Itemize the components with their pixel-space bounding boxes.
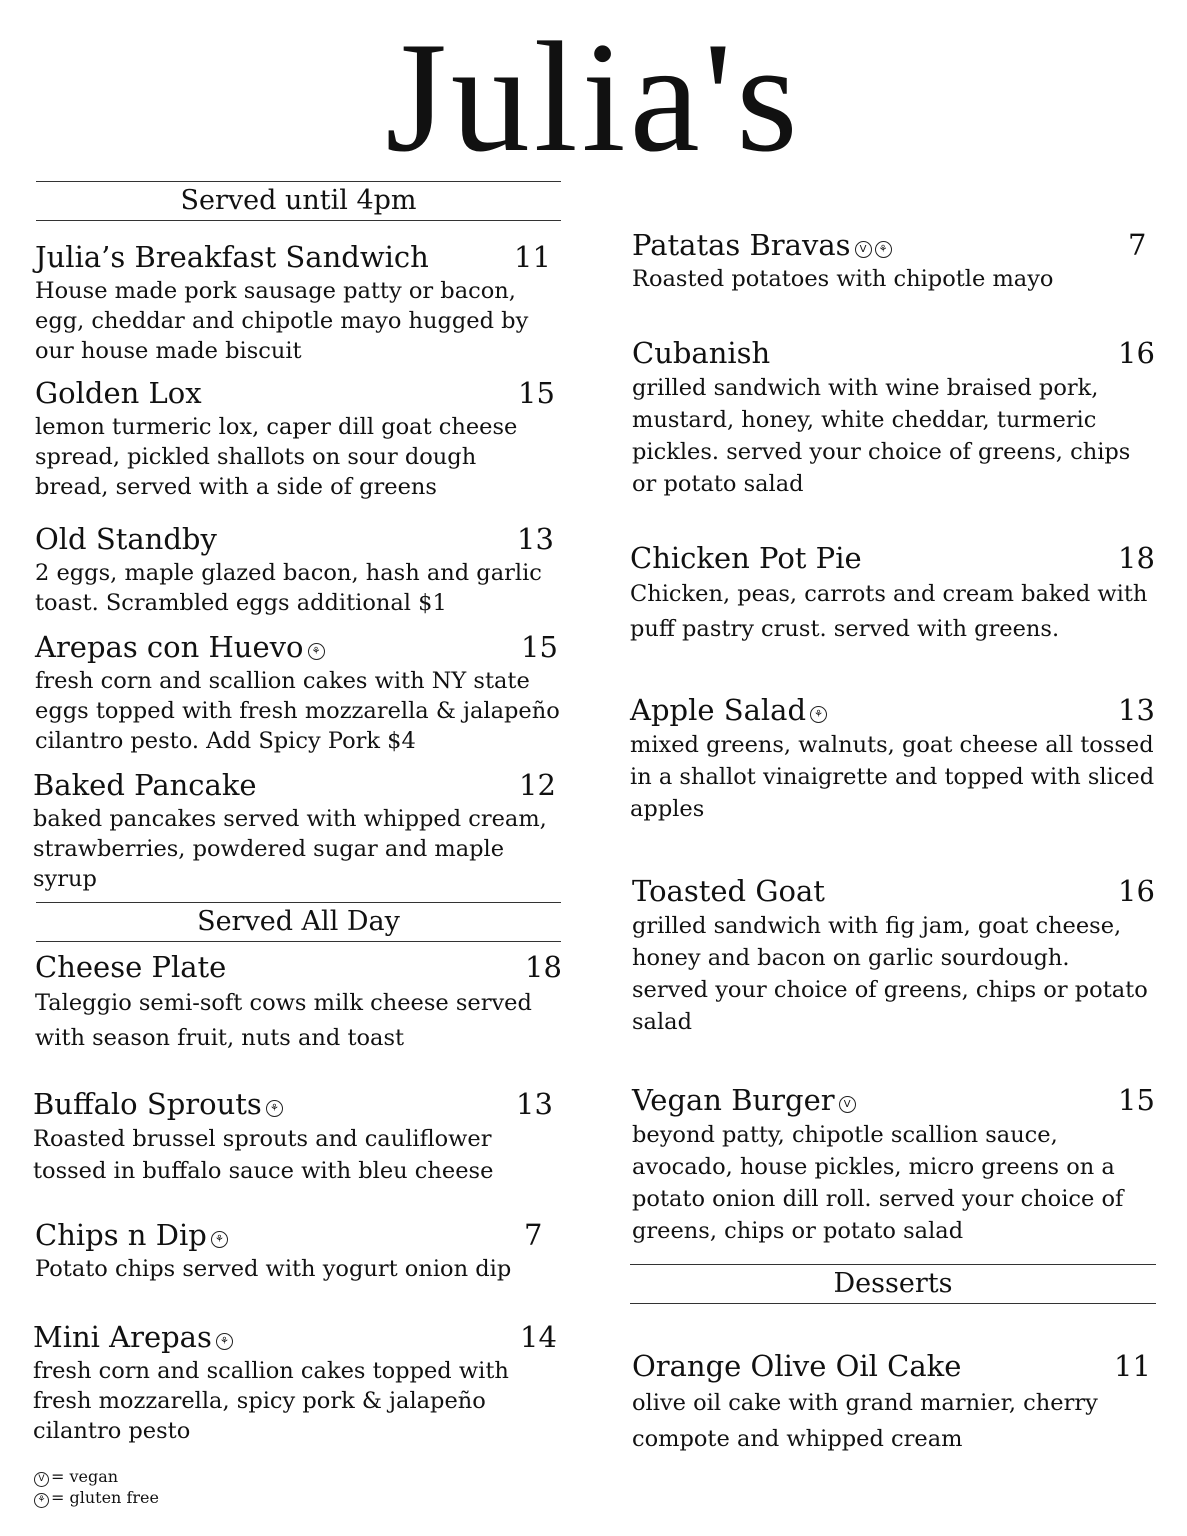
item-description: Potato chips served with yogurt onion dip (35, 1256, 512, 1282)
item-description: Roasted brussel sprouts and cauliflower tossed in buffalo sauce with bleu cheese (33, 1126, 494, 1184)
gluten-free-icon: ⚘ (211, 1231, 228, 1248)
menu-item-arepas-con-huevo (35, 630, 575, 756)
item-name: Chicken Pot Pie (630, 541, 862, 575)
menu-item-golden-lox (35, 376, 555, 502)
item-name: Julia’s Breakfast Sandwich (35, 240, 429, 274)
item-price: 16 (1118, 336, 1155, 370)
item-description: grilled sandwich with fig jam, goat cheese, honey and bacon on garlic sourdough. served your choice of greens, chips or potato salad (632, 913, 1148, 1035)
gluten-free-icon: ⚘ (308, 643, 325, 660)
section-header-desserts: Desserts (630, 1264, 1156, 1304)
restaurant-title: Julia's (385, 10, 802, 185)
item-name: Vegan Burger (632, 1083, 835, 1117)
menu-item-chips-n-dip (35, 1218, 545, 1284)
item-description: House made pork sausage patty or bacon, egg, cheddar and chipotle mayo hugged by our house made biscuit (35, 278, 529, 364)
item-name: Apple Salad (630, 693, 807, 727)
item-price: 11 (1114, 1349, 1151, 1383)
item-price: 16 (1118, 874, 1155, 908)
legend-gluten-free (34, 1487, 159, 1508)
item-description: baked pancakes served with whipped cream, strawberries, powdered sugar and maple syrup (33, 806, 547, 892)
item-name: Cheese Plate (35, 950, 227, 984)
vegan-icon: V (855, 241, 872, 258)
item-price: 15 (1118, 1083, 1155, 1117)
menu-item-patatas-bravas (632, 228, 1152, 294)
item-price: 15 (521, 630, 558, 664)
legend-gluten-free-label: = gluten free (51, 1488, 159, 1507)
item-name: Orange Olive Oil Cake (632, 1349, 962, 1383)
item-name: Buffalo Sprouts (33, 1087, 262, 1121)
item-description: Roasted potatoes with chipotle mayo (632, 266, 1054, 292)
menu-item-apple-salad (630, 693, 1155, 825)
item-name: Toasted Goat (632, 874, 825, 908)
menu-item-buffalo-sprouts (33, 1087, 553, 1187)
menu-item-chicken-pot-pie (630, 541, 1160, 647)
item-name: Arepas con Huevo (35, 630, 304, 664)
item-price: 7 (1128, 228, 1147, 262)
item-price: 18 (1118, 541, 1155, 575)
vegan-icon: V (34, 1472, 49, 1487)
gluten-free-icon: ⚘ (875, 241, 892, 258)
item-description: olive oil cake with grand marnier, cherry compote and whipped cream (632, 1390, 1098, 1452)
item-price: 18 (525, 950, 562, 984)
item-description: grilled sandwich with wine braised pork, mustard, honey, white cheddar, turmeric pickles. served your choice of greens, chips or potato salad (632, 375, 1131, 497)
item-name: Baked Pancake (33, 768, 257, 802)
item-description: 2 eggs, maple glazed bacon, hash and garlic toast. Scrambled eggs additional $1 (35, 560, 542, 616)
gluten-free-icon: ⚘ (810, 706, 827, 723)
item-price: 13 (516, 1087, 553, 1121)
section-header-all-day: Served All Day (36, 902, 561, 942)
menu-item-orange-olive-oil-cake (632, 1349, 1152, 1457)
item-price: 15 (518, 376, 555, 410)
item-name: Chips n Dip (35, 1218, 207, 1252)
item-description: lemon turmeric lox, caper dill goat cheese spread, pickled shallots on sour dough bread, served with a side of greens (35, 414, 518, 500)
menu-item-toasted-goat (632, 874, 1155, 1038)
gluten-free-icon: ⚘ (34, 1493, 49, 1508)
item-name: Old Standby (35, 522, 217, 556)
vegan-icon: V (839, 1096, 856, 1113)
item-description: Taleggio semi-soft cows milk cheese served with season fruit, nuts and toast (35, 990, 532, 1051)
menu-item-old-standby (35, 522, 555, 618)
item-price: 11 (514, 240, 551, 274)
item-name: Golden Lox (35, 376, 202, 410)
menu-item-mini-arepas (33, 1320, 557, 1446)
item-description: Chicken, peas, carrots and cream baked with puff pastry crust. served with greens. (630, 581, 1148, 642)
dietary-legend (34, 1466, 159, 1508)
item-price: 7 (524, 1218, 543, 1252)
item-name: Mini Arepas (33, 1320, 212, 1354)
gluten-free-icon: ⚘ (216, 1333, 233, 1350)
menu-item-baked-pancake (33, 768, 558, 894)
menu-item-breakfast-sandwich (35, 240, 551, 366)
item-description: fresh corn and scallion cakes with NY state eggs topped with fresh mozzarella & jalapeño cilantro pesto. Add Spicy Pork $4 (35, 668, 560, 754)
item-price: 12 (519, 768, 556, 802)
item-description: mixed greens, walnuts, goat cheese all tossed in a shallot vinaigrette and topped with sliced apples (630, 732, 1155, 822)
menu-item-cubanish (632, 336, 1155, 500)
item-price: 14 (520, 1320, 557, 1354)
item-description: beyond patty, chipotle scallion sauce, avocado, house pickles, micro greens on a potato onion dill roll. served your choice of greens, chips or potato salad (632, 1122, 1124, 1244)
legend-vegan-label: = vegan (51, 1467, 119, 1486)
menu-item-cheese-plate (35, 950, 562, 1056)
item-name: Patatas Bravas (632, 228, 851, 262)
section-header-breakfast: Served until 4pm (36, 181, 561, 221)
menu-item-vegan-burger (632, 1083, 1162, 1247)
item-description: fresh corn and scallion cakes topped with fresh mozzarella, spicy pork & jalapeño cilantro pesto (33, 1358, 509, 1444)
item-price: 13 (1118, 693, 1155, 727)
gluten-free-icon: ⚘ (266, 1100, 283, 1117)
item-price: 13 (517, 522, 554, 556)
legend-vegan (34, 1466, 159, 1487)
item-name: Cubanish (632, 336, 771, 370)
